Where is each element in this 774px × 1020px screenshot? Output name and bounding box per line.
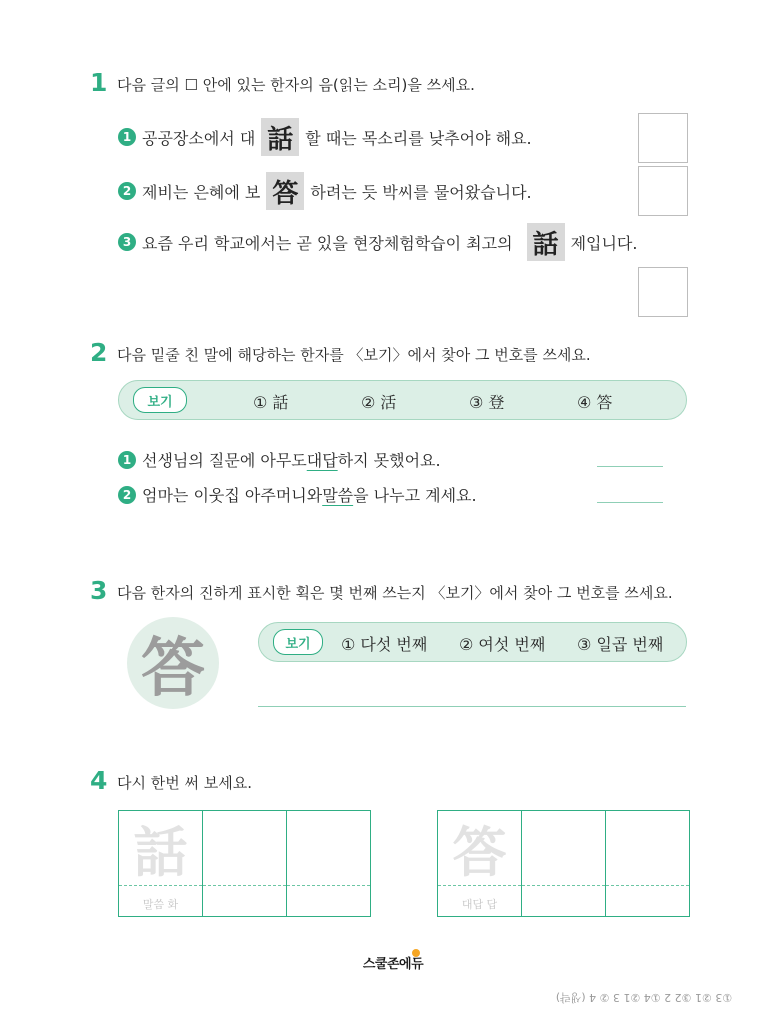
question-3-number: 3 [90, 576, 108, 605]
q1-item-3-hanja: 話 [527, 223, 565, 261]
q2-item-2-text-before: 엄마는 이웃집 아주머니와 [142, 486, 323, 505]
question-4-number: 4 [90, 766, 108, 795]
sun-icon [412, 949, 420, 957]
q3-hanja: 答 [141, 631, 205, 706]
q1-item-2 [118, 172, 532, 210]
q3-answer-line[interactable] [258, 706, 686, 707]
writing-grid-1 [118, 810, 371, 917]
q1-item-1-hanja: 話 [261, 118, 299, 156]
item-number-badge: 1 [118, 451, 136, 469]
upside-down-answer-key: ①3 ②1 ③2 2 ①4 ②1 3 ② 4 (생략) [555, 991, 733, 1004]
q2-item-1-text-after: 하지 못했어요. [337, 451, 441, 470]
q1-item-2-text-before: 제비는 은혜에 보 [142, 182, 261, 202]
write-cell[interactable] [606, 811, 689, 916]
bogi-tag: 보기 [273, 629, 323, 655]
logo-text: 스쿨존에듀 [362, 956, 424, 972]
question-1-instruction: 다음 글의 ☐ 안에 있는 한자의 음(읽는 소리)을 쓰세요. [117, 76, 475, 94]
q2-bogi-panel [118, 380, 687, 420]
write-cell[interactable] [287, 811, 370, 916]
guide-line [438, 885, 521, 886]
q1-item-3 [118, 223, 637, 261]
question-4-instruction: 다시 한번 써 보세요. [117, 774, 252, 792]
q1-answer-box-1[interactable] [638, 113, 688, 163]
bogi-option-3: ③ 登 [469, 393, 505, 412]
q1-item-2-hanja: 答 [266, 172, 304, 210]
question-2-instruction: 다음 밑줄 친 말에 해당하는 한자를 〈보기〉에서 찾아 그 번호를 쓰세요. [117, 346, 591, 364]
bogi-option-1: ① 다섯 번째 [341, 635, 428, 654]
question-1-number: 1 [90, 68, 108, 97]
guide-line [119, 885, 202, 886]
q1-item-3-text-after: 제입니다. [570, 233, 638, 253]
q2-item-1-text-before: 선생님의 질문에 아무도 [142, 451, 307, 470]
q1-item-2-text-after: 하려는 듯 박씨를 물어왔습니다. [310, 182, 532, 202]
write-cell[interactable] [522, 811, 606, 916]
q1-item-1-text-after: 할 때는 목소리를 낮추어야 해요. [305, 128, 532, 148]
writing-grid-2 [437, 810, 690, 917]
question-2-number: 2 [90, 338, 108, 367]
q2-item-1-underlined: 대답 [306, 451, 338, 470]
q2-item-1 [118, 448, 441, 471]
q2-item-2-text-after: 을 나누고 계세요. [353, 486, 477, 505]
q3-hanja-circle [127, 617, 219, 709]
item-number-badge: 2 [118, 182, 136, 200]
question-3-instruction: 다음 한자의 진하게 표시한 획은 몇 번째 쓰는지 〈보기〉에서 찾아 그 번호를 쓰세요. [117, 584, 673, 602]
trace-label: 말씀 화 [142, 898, 179, 911]
guide-line [287, 885, 370, 886]
bogi-tag: 보기 [133, 387, 187, 413]
bogi-option-2: ② 活 [361, 393, 397, 412]
q2-item-2-underlined: 말씀 [322, 486, 354, 505]
q2-answer-line-2[interactable] [597, 502, 663, 503]
schoolzone-logo [348, 951, 438, 973]
bogi-option-3: ③ 일곱 번째 [577, 635, 664, 654]
guide-line [606, 885, 689, 886]
item-number-badge: 1 [118, 128, 136, 146]
q2-item-2 [118, 483, 477, 506]
guide-line [522, 885, 605, 886]
q3-bogi-panel [258, 622, 687, 662]
q1-item-1 [118, 118, 532, 156]
q1-answer-box-2[interactable] [638, 166, 688, 216]
q1-item-1-text-before: 공공장소에서 대 [142, 128, 256, 148]
trace-cell [438, 811, 522, 916]
item-number-badge: 2 [118, 486, 136, 504]
item-number-badge: 3 [118, 233, 136, 251]
write-cell[interactable] [203, 811, 287, 916]
trace-hanja: 話 [133, 819, 188, 884]
q1-item-3-text-before: 요즘 우리 학교에서는 곧 있을 현장체험학습이 최고의 [142, 233, 513, 253]
bogi-option-4: ④ 答 [577, 393, 613, 412]
bogi-option-1: ① 話 [253, 393, 289, 412]
answer-key-container [549, 990, 739, 1006]
trace-cell [119, 811, 203, 916]
trace-label: 대답 답 [461, 898, 498, 911]
bogi-option-2: ② 여섯 번째 [459, 635, 546, 654]
guide-line [203, 885, 286, 886]
q2-answer-line-1[interactable] [597, 466, 663, 467]
trace-hanja: 答 [452, 819, 507, 884]
q1-answer-box-3[interactable] [638, 267, 688, 317]
